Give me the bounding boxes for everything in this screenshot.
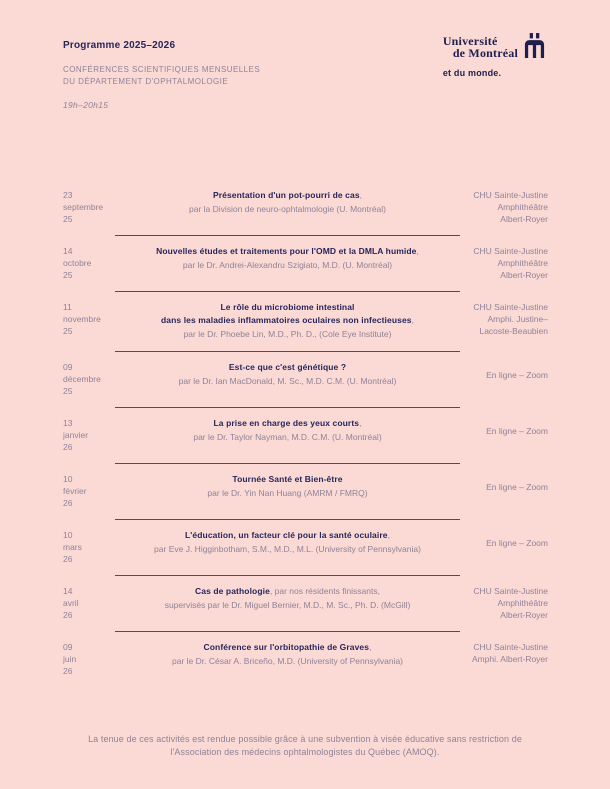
date-day: 14 [63,246,73,256]
conference-details [115,585,460,621]
conference-title-line [115,417,460,430]
date-month: janvier [63,430,89,440]
conference-location [460,537,548,565]
conference-row [63,245,548,281]
conference-title: Cas de pathologie [195,586,270,596]
location-line-1: CHU Sainte-Justine [473,302,548,312]
title-suffix: , [369,642,372,652]
conference-title-line [115,361,460,374]
conference-title: La prise en charge des yeux courts [213,418,360,428]
location-line-1: En ligne – Zoom [486,538,548,548]
page-subtitle [63,64,260,87]
conference-location [460,189,548,225]
conference-title: L'éducation, un facteur clé pour la santé oculaire [185,530,388,540]
conference-date [63,585,115,621]
location-line-2: Amphithéâtre [497,258,548,268]
conference-details [115,473,460,509]
row-divider [115,351,460,352]
udem-tagline: et du monde. [442,68,502,78]
date-year: 25 [63,326,73,336]
conference-row [63,473,548,509]
udem-wordmark [443,36,518,59]
conference-title: Est-ce que c'est génétique ? [228,362,347,372]
title-suffix-2: , [411,315,414,325]
udem-logo [443,36,546,78]
row-divider [115,407,460,408]
row-divider [115,631,460,632]
conference-location [460,369,548,397]
date-year: 25 [63,270,73,280]
conference-title: Nouvelles études et traitements pour l'OMD et la DMLA humide [156,246,417,256]
conference-date [63,417,115,453]
date-year: 26 [63,666,73,676]
conference-title: Tournée Santé et Bien-être [232,474,343,484]
date-month: décembre [63,374,101,384]
conference-title-2: dans les maladies inflammatoires oculaires non infectieuses [161,315,412,325]
location-line-1: En ligne – Zoom [486,426,548,436]
date-month: juin [63,654,77,664]
funding-note-line-2: l'Association des médecins ophtalmologistes du Québec (AMOQ). [170,747,440,757]
conference-date [63,301,115,341]
funding-note [0,733,610,759]
conference-date [63,189,115,225]
date-day: 13 [63,418,73,428]
conference-date [63,245,115,281]
title-suffix: , par nos résidents finissants, [269,586,380,596]
conference-date [63,473,115,509]
conference-details [115,361,460,397]
conference-row [63,529,548,565]
row-divider [115,463,460,464]
conference-details [115,641,460,677]
date-month: septembre [63,202,104,212]
location-line-3: Albert-Royer [500,214,548,224]
date-month: février [63,486,87,496]
subtitle-line-1: CONFÉRENCES SCIENTIFIQUES MENSUELLES [63,65,261,74]
row-divider [115,519,460,520]
location-line-1: En ligne – Zoom [486,370,548,380]
subtitle-line-2: DU DÉPARTEMENT D'OPHTALMOLOGIE [63,76,229,86]
conference-speaker: par Eve J. Higginbotham, S.M., M.D., M.L. (University of Pennsylvania) [154,544,421,554]
date-year: 26 [63,610,73,620]
conference-speaker: par le Dr. Ian MacDonald, M. Sc., M.D. C.M. (U. Montréal) [178,376,397,386]
date-year: 25 [63,214,73,224]
funding-note-line-1: La tenue de ces activités est rendue possible grâce à une subvention à visée éducative sans restriction de [88,734,522,744]
location-line-2: Amphithéâtre [497,202,548,212]
conference-details [115,417,460,453]
conference-date [63,529,115,565]
conference-speaker: par la Division de neuro-ophtalmologie (U. Montréal) [188,204,386,214]
conference-title-line [115,245,460,258]
conference-title: Présentation d'un pot-pourri de cas [212,190,360,200]
title-suffix: , [387,530,390,540]
row-divider [115,291,460,292]
conference-details [115,189,460,225]
conference-title: Le rôle du microbiome intestinal [220,302,355,312]
conference-title-line [115,473,460,486]
conference-details [115,245,460,281]
conference-date [63,361,115,397]
row-divider [115,235,460,236]
conference-row [63,301,548,341]
conference-location [460,301,548,341]
date-day: 14 [63,586,73,596]
date-month: octobre [63,258,92,268]
conference-title-line [115,301,460,314]
date-day: 10 [63,530,73,540]
wordmark-line-1: Université [442,34,498,48]
conference-title-line [115,529,460,542]
location-line-2: Amphithéâtre [497,598,548,608]
conference-details [115,301,460,341]
conference-speaker: par le Dr. Andrei-Alexandru Szigiato, M.D. (U. Montréal) [182,260,393,270]
conference-date [63,641,115,677]
date-day: 11 [63,302,72,312]
title-suffix: , [359,190,363,200]
location-line-1: CHU Sainte-Justine [473,190,548,200]
date-day: 09 [63,642,73,652]
conference-details [115,529,460,565]
location-line-3: Albert-Royer [500,610,548,620]
location-line-3: Lacoste-Beaubien [479,326,548,336]
conference-location [460,245,548,281]
date-month: avril [63,598,79,608]
conference-speaker: par le Dr. Yin Nan Huang (AMRM / FMRQ) [207,488,368,498]
date-day: 10 [63,474,73,484]
conference-list [63,189,548,677]
date-year: 25 [63,386,73,396]
location-line-2: Amphi. Albert-Royer [471,654,548,664]
conference-title-line [115,189,460,202]
date-month: novembre [63,314,101,324]
conference-location [460,425,548,453]
conference-speaker: par le Dr. César A. Briceño, M.D. (University of Pennsylvania) [172,656,403,666]
title-suffix: , [359,418,362,428]
event-time: 19h–20h15 [63,100,109,110]
date-day: 09 [63,362,73,372]
location-line-1: CHU Sainte-Justine [473,642,548,652]
conference-row [63,361,548,397]
conference-speaker: par le Dr. Phoebe Lin, M.D., Ph. D., (Cole Eye Institute) [183,329,392,339]
date-month: mars [63,542,82,552]
conference-location [460,481,548,509]
conference-row [63,641,548,677]
page-title: Programme 2025–2026 [63,40,176,51]
date-year: 26 [63,498,73,508]
udem-flame-icon [523,33,546,58]
conference-title-line-2 [115,314,460,327]
conference-title: Conférence sur l'orbitopathie de Graves [203,642,370,652]
location-line-2: Amphi. Justine– [487,314,548,324]
conference-title-line [115,585,460,598]
location-line-1: En ligne – Zoom [486,482,548,492]
location-line-3: Albert-Royer [500,270,548,280]
date-year: 26 [63,554,73,564]
conference-row [63,189,548,225]
location-line-1: CHU Sainte-Justine [473,586,548,596]
conference-location [460,641,548,677]
conference-row [63,585,548,621]
row-divider [115,575,460,576]
wordmark-line-2: de Montréal [452,45,518,60]
conference-row [63,417,548,453]
conference-speaker: par le Dr. Taylor Nayman, M.D. C.M. (U. Montréal) [193,432,382,442]
title-suffix: , [416,246,419,256]
page-header [63,40,260,110]
conference-location [460,585,548,621]
date-day: 23 [63,190,73,200]
location-line-1: CHU Sainte-Justine [473,246,548,256]
conference-title-line [115,641,460,654]
conference-speaker: supervisés par le Dr. Miguel Bernier, M.D., M. Sc., Ph. D. (McGill) [164,600,411,610]
date-year: 26 [63,442,73,452]
